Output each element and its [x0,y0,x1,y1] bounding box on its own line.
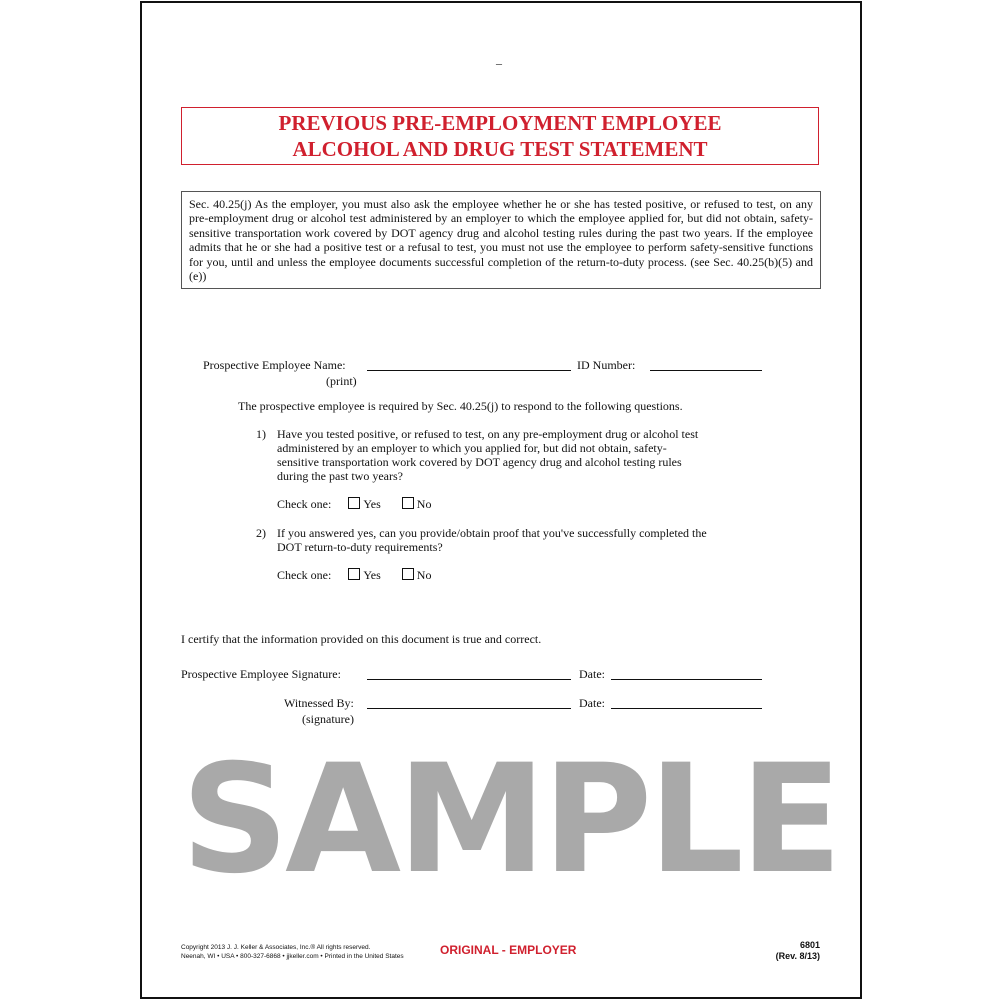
signature-label: Prospective Employee Signature: [181,667,341,681]
top-dash: – [496,56,502,70]
regulation-paragraph: Sec. 40.25(j) As the employer, you must also ask the employee whether he or she has tested positive, or refused to test, on any pre-employment drug or alcohol test administered by an employer to which the employee applied for, but did not obtain, safety-sensitive transportation work covered by DOT agency drug and alcohol testing rules during the past two years. If the employee admits that he or she had a positive test or a refusal to test, you must not use the employee to perform safety-sensitive functions for you, until and unless the employee documents successful completion of the return-to-duty process. (see Sec. 40.25(b)(5) and (e)) [181,191,821,289]
q1-number: 1) [256,427,266,441]
q1-text: during the past two years? [277,469,403,483]
name-field[interactable] [367,370,571,371]
no-label: No [416,568,432,582]
instruction: The prospective employee is required by Sec. 40.25(j) to respond to the following questions. [238,399,683,413]
form-no: 6801 [799,940,820,950]
signature-date-field[interactable] [611,679,762,680]
copy-label: ORIGINAL - EMPLOYER [440,943,577,957]
revision: (Rev. 8/13) [775,951,820,961]
checkbox[interactable] [348,497,360,509]
date-label: Date: [579,696,605,710]
q2-text: DOT return-to-duty requirements? [277,540,443,554]
q2-yes[interactable] [348,568,380,582]
yes-label: Yes [363,568,381,582]
check-one-label: Check one: [277,568,332,582]
name-sub: (print) [326,374,357,388]
form-number [760,940,820,962]
witness-sub: (signature) [302,712,354,726]
certify-statement: I certify that the information provided on this document is true and correct. [181,632,542,646]
yes-label: Yes [363,497,381,511]
copyright-line-2: Neenah, WI • USA • 800-327-6868 • jjkeller.com • Printed in the United States [181,953,404,960]
sample-watermark: SAMPLE [181,733,839,907]
id-label: ID Number: [577,358,636,372]
q2-check-row [277,568,431,582]
q1-text: administered by an employer to which you applied for, but did not obtain, safety- [277,441,667,455]
copyright [181,943,404,961]
checkbox[interactable] [402,497,414,509]
checkbox[interactable] [348,568,360,580]
id-field[interactable] [650,370,762,371]
title-line-2: ALCOHOL AND DRUG TEST STATEMENT [292,137,708,161]
checkbox[interactable] [402,568,414,580]
witness-field[interactable] [367,708,571,709]
name-label: Prospective Employee Name: [203,358,346,372]
q2-text: If you answered yes, can you provide/obtain proof that you've successfully completed the [277,526,707,540]
q2-number: 2) [256,526,266,540]
check-one-label: Check one: [277,497,332,511]
q1-text: sensitive transportation work covered by DOT agency drug and alcohol testing rules [277,455,682,469]
date-label: Date: [579,667,605,681]
q1-yes[interactable] [348,497,380,511]
form-title [181,107,819,165]
q2-no[interactable] [402,568,432,582]
signature-field[interactable] [367,679,571,680]
no-label: No [416,497,432,511]
witness-label: Witnessed By: [284,696,354,710]
witness-date-field[interactable] [611,708,762,709]
title-line-1: PREVIOUS PRE-EMPLOYMENT EMPLOYEE [278,111,722,135]
copyright-line-1: Copyright 2013 J. J. Keller & Associates, Inc.® All rights reserved. [181,944,371,951]
q1-no[interactable] [402,497,432,511]
q1-text: Have you tested positive, or refused to test, on any pre-employment drug or alcohol test [277,427,699,441]
q1-check-row [277,497,431,511]
